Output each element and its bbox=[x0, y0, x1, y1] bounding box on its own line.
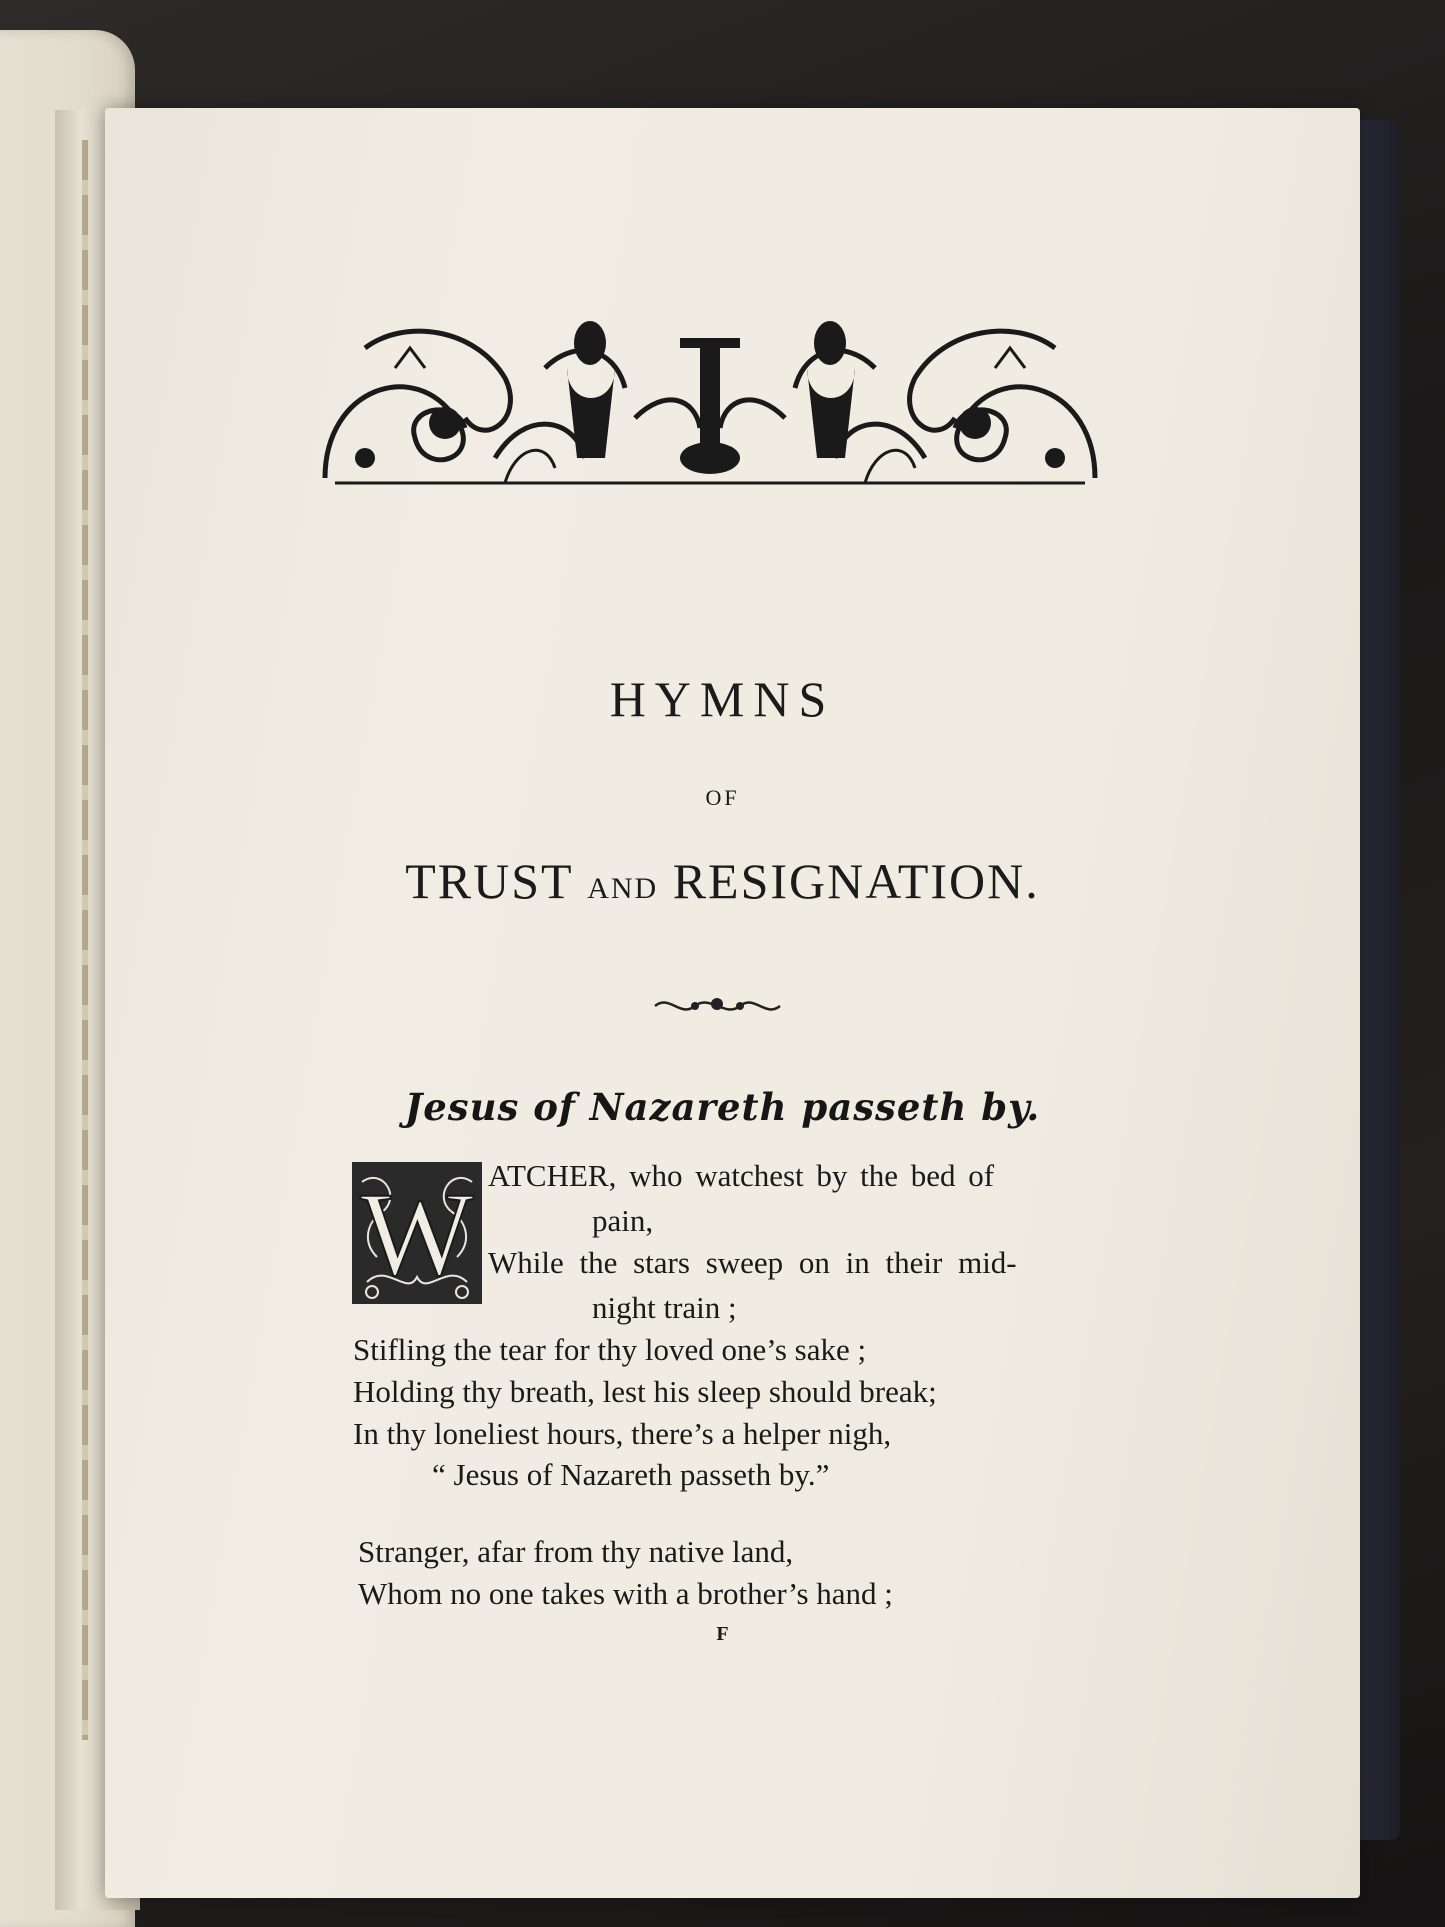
title-connector-of: OF bbox=[705, 785, 740, 810]
signature-mark: F bbox=[716, 1623, 729, 1645]
verse-line: In thy loneliest hours, there’s a helper nigh, bbox=[353, 1416, 892, 1451]
subtitle-resignation: RESIGNATION. bbox=[672, 853, 1040, 909]
hymn-title: Jesus of Nazareth passeth by. bbox=[404, 1085, 1041, 1129]
verse-line: night train ; bbox=[592, 1290, 737, 1325]
floral-headpiece-icon bbox=[305, 308, 1115, 500]
page-subtitle bbox=[0, 852, 1445, 910]
verse-line: Holding thy breath, lest his sleep should break; bbox=[353, 1374, 937, 1409]
verse-line: ATCHER, who watchest by the bed of bbox=[488, 1158, 995, 1193]
verse-line: “ Jesus of Nazareth passeth by.” bbox=[432, 1457, 830, 1492]
verse-line: Stifling the tear for thy loved one’s sake ; bbox=[353, 1332, 867, 1367]
verse-line: Stranger, afar from thy native land, bbox=[358, 1534, 794, 1569]
verse-line: pain, bbox=[592, 1203, 654, 1238]
binding-stitch bbox=[82, 140, 88, 1740]
page-title: HYMNS bbox=[609, 671, 836, 727]
verse-line: While the stars sweep on in their mid- bbox=[488, 1245, 1017, 1280]
verse-line: Whom no one takes with a brother’s hand ; bbox=[358, 1576, 893, 1611]
subtitle-and: AND bbox=[587, 872, 659, 905]
subtitle-trust: TRUST bbox=[405, 853, 573, 909]
small-floral-divider-icon bbox=[650, 990, 785, 1022]
dropcap-letter: W bbox=[360, 1167, 474, 1300]
decorated-initial bbox=[352, 1162, 482, 1304]
